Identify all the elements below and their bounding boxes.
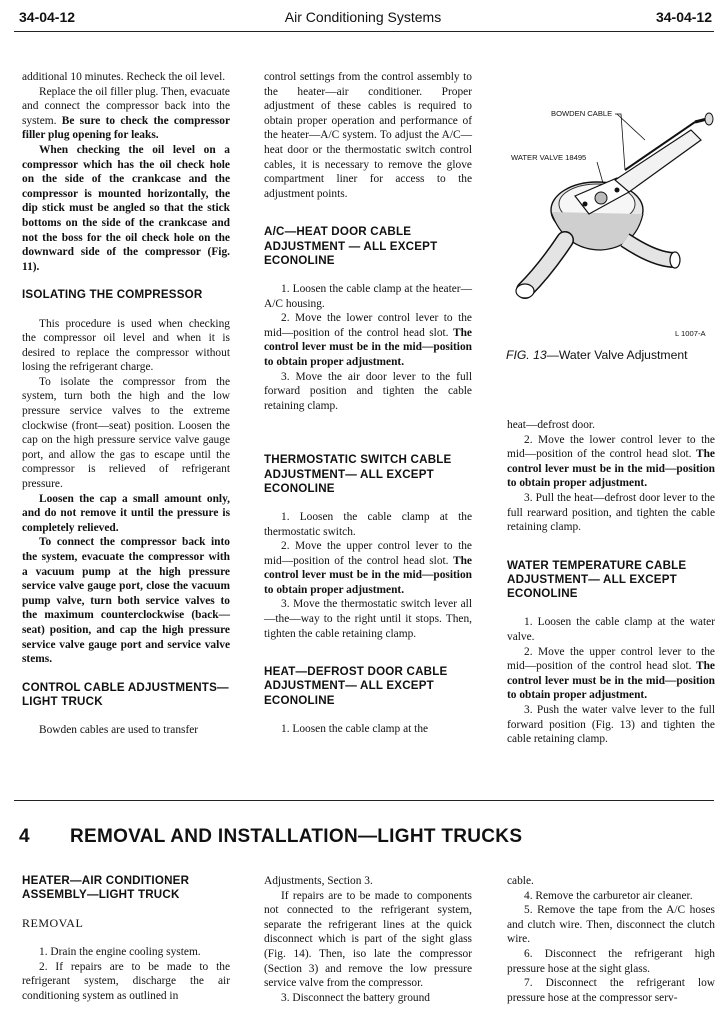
paragraph: control settings from the control assembly to the heater—air conditioner. Proper adjustment of these cables is required to obtain proper operation and performance of the heater—A/C system. To adjust the A/C—heat door or the thermostatic switch control cables, it is necessary to remove the glove compartment liner for access to the adjustment points.: [264, 71, 472, 200]
section4-column-3: [507, 874, 715, 1005]
paragraph: When checking the oil level on a compressor which has the oil check hole on the side of the crankcase and the compressor is mounted horizontally, the dip stick must be angled so that the stick bottoms on the side of the crankcase and not the boss for the oil check hole on the downward side of the compressor (Fig. 11).: [22, 143, 230, 273]
paragraph: To connect the compressor back into the system, evacuate the compressor with a vacuum pump at the high pressure service valve gauge port, close the vacuum pump valve, turn both service valves to the maximum counterclockwise (back—seat) position, and cap the high pressure service valve gauge port and service valve stems.: [22, 536, 230, 666]
step: 2. Move the upper control lever to the mid—position of the control head slot. The control lever must be in the mid—position to obtain proper adjustment.: [507, 645, 715, 702]
section-number: 4: [19, 826, 30, 847]
page-number-right: 34-04-12: [655, 9, 712, 25]
step: 6. Disconnect the refrigerant high pressure hose at the sight glass.: [507, 947, 715, 975]
column-2: [264, 70, 472, 736]
section-heading: THERMOSTATIC SWITCH CABLE ADJUSTMENT— ALL EXCEPT ECONOLINE: [264, 453, 452, 495]
paragraph: additional 10 minutes. Recheck the oil level.: [22, 71, 226, 83]
step: 1. Loosen the cable clamp at the: [281, 722, 429, 735]
paragraph: This procedure is used when checking the compressor oil level and when it is desired to replace the compressor without losing the refrigerant charge.: [22, 317, 230, 374]
running-title: Air Conditioning Systems: [284, 9, 442, 25]
paragraph: cable.: [507, 875, 534, 887]
paragraph: Bowden cables are used to transfer: [39, 724, 199, 737]
section-title: REMOVAL AND INSTALLATION—LIGHT TRUCKS: [70, 826, 523, 847]
figure-label-bowden-cable: BOWDEN CABLE: [551, 109, 613, 118]
figure-caption: FIG. 13—Water Valve Adjustment: [506, 348, 688, 362]
step: 2. Move the lower control lever to the mid—position of the control head slot. The control lever must be in the mid—position to obtain proper adjustment.: [507, 433, 715, 490]
figure-label-water-valve: WATER VALVE 18495: [511, 153, 587, 162]
step: 2. If repairs are to be made to the refrigerant system, discharge the air conditioning system as outlined in: [22, 960, 230, 1002]
paragraph: If repairs are to be made to components not connected to the refrigerant system, separate the refrigerant lines at the quick disconnect which is part of the sight glass (Fig. 14). Then, iso late the compressor (Section 3) and remove the low pressure service valve from the compressor.: [264, 889, 472, 990]
paragraph: Replace the oil filler plug. Then, evacuate and connect the compressor back into the system. Be sure to check the compressor filler plug opening for leaks.: [22, 85, 230, 142]
water-valve-figure: [505, 100, 717, 340]
page-number-left: 34-04-12: [19, 9, 76, 25]
section-heading: ISOLATING THE COMPRESSOR: [22, 288, 203, 302]
step: 3. Disconnect the battery ground: [281, 991, 430, 1004]
section-rule: [14, 800, 714, 801]
paragraph: Adjustments, Section 3.: [264, 875, 373, 887]
step: 1. Loosen the cable clamp at the heater—A/C housing.: [264, 282, 472, 310]
step: 5. Remove the tape from the A/C hoses and clutch wire. Then, disconnect the clutch wire.: [507, 904, 715, 946]
column-3: [507, 418, 715, 747]
paragraph: heat—defrost door.: [507, 419, 595, 431]
column-1: [22, 70, 230, 738]
paragraph: Loosen the cap a small amount only, and do not remove it until the pressure is completely relieved.: [22, 492, 230, 534]
step: 3. Move the air door lever to the full forward position and tighten the cable retaining clamp.: [264, 370, 472, 412]
step: 7. Disconnect the refrigerant low pressure hose at the compressor serv-: [507, 977, 715, 1004]
step: 3. Move the thermostatic switch lever all—the—way to the right until it stops. Then, tighten the cable retaining clamp.: [264, 598, 472, 640]
step: 1. Loosen the cable clamp at the thermostatic switch.: [264, 510, 472, 538]
section-heading: HEAT—DEFROST DOOR CABLE ADJUSTMENT— ALL EXCEPT ECONOLINE: [264, 665, 448, 707]
step: 2. Move the lower control lever to the mid—position of the control head slot. The control lever must be in the mid—position to obtain proper adjustment.: [264, 312, 472, 368]
step: 1. Drain the engine cooling system.: [39, 946, 201, 958]
header-rule: [14, 31, 714, 32]
subheading: REMOVAL: [22, 916, 84, 931]
paragraph: To isolate the compressor from the system, turn both the high and the low pressure service valves to the extreme clockwise (front—seat) position. Loosen the cap on the high pressure service valve gauge port, and allow the gas to escape until the compressor is relieved of refrigerant pressure.: [22, 375, 230, 491]
step: 1. Loosen the cable clamp at the water valve.: [507, 616, 715, 643]
section-heading: HEATER—AIR CONDITIONER ASSEMBLY—LIGHT TRUCK: [22, 874, 190, 902]
step: 3. Push the water valve lever to the full forward position (Fig. 13) and tighten the cable retaining clamp.: [507, 703, 715, 746]
section-heading: WATER TEMPERATURE CABLE ADJUSTMENT— ALL EXCEPT ECONOLINE: [507, 558, 687, 601]
step: 4. Remove the carburetor air cleaner.: [524, 889, 693, 902]
step: 2. Move the upper control lever to the mid—position of the control head slot. The control lever must be in the mid—position to obtain proper adjustment.: [264, 540, 472, 596]
section4-column-1: [22, 874, 230, 1003]
figure-code: L 1007-A: [675, 329, 706, 338]
section-heading: A/C—HEAT DOOR CABLE ADJUSTMENT — ALL EXCEPT ECONOLINE: [264, 225, 438, 267]
section4-column-2: [264, 874, 472, 1005]
section-heading: CONTROL CABLE ADJUSTMENTS—LIGHT TRUCK: [22, 680, 229, 708]
step: 3. Pull the heat—defrost door lever to the full rearward position, and tighten the cable retaining clamp.: [507, 491, 715, 534]
